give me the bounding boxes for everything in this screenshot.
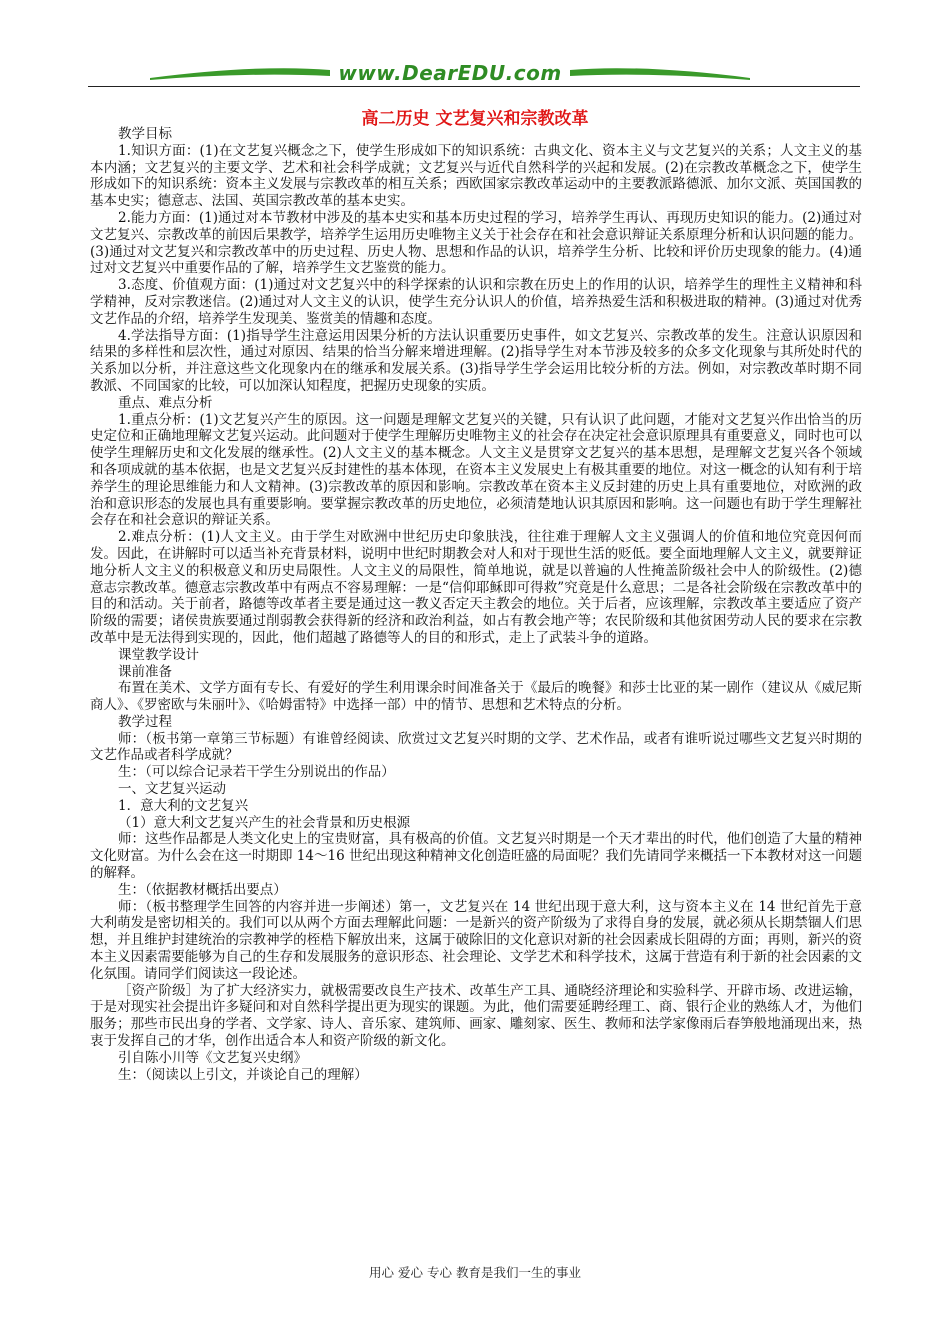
paragraph: 师：（板书整理学生回答的内容并进一步阐述）第一，文艺复兴在 14 世纪出现于意大利，这与资本主义在 14 世纪首先于意大利萌发是密切相关的。我们可以从两个方面去理解此问题：一是新兴的资产阶级为了求得自身的发展，就必须从长期禁锢人们思想，并且维护封建统治的宗教神学的桎梏下解放出来，这属于破除旧的文化意识对新的社会因素成长阻碍的方面；再则，新兴的资本主义因素需要能够为自己的生存和发展服务的意识形态、社会理论、文学艺术和科学技术，这属于营造有利于新的社会因素的文化氛围。请同学们阅读这一段论述。 [90, 898, 862, 982]
paragraph: （1）意大利文艺复兴产生的社会背景和历史根源 [118, 814, 411, 831]
left-wing-icon [150, 64, 330, 82]
page-title: 高二历史 文艺复兴和宗教改革 [361, 109, 589, 129]
page-footer: 用心 爱心 专心 教育是我们一生的事业 [369, 1265, 581, 1280]
paragraph: 师：（板书第一章第三节标题）有谁曾经阅读、欣赏过文艺复兴时期的文学、艺术作品，或者有谁听说过哪些文艺复兴时期的文艺作品或者科学成就？ [90, 730, 862, 764]
paragraph: ［资产阶级］为了扩大经济实力，就极需要改良生产技术、改革生产工具、通晓经济理论和实验科学、开辟市场、改进运输，于是对现实社会提出许多疑问和对自然科学提出更为现实的课题。为此，他们需要延聘经理工、商、银行企业的熟练人才，为他们服务；那些市民出身的学者、文学家、诗人、音乐家、建筑师、画家、雕刻家、医生、教师和法学家像雨后春笋般地涌现出来，热衷于发挥自己的才华，创作出适合本人和资产阶级的新文化。 [90, 982, 862, 1050]
paragraph: 生：（依据教材概括出要点） [118, 881, 287, 898]
paragraph: 2.难点分析：(1)人文主义。由于学生对欧洲中世纪历史印象肤浅，往往难于理解人文主义强调人的价值和地位究竟因何而发。因此，在讲解时可以适当补充背景材料，说明中世纪时期教会对人和对于现世生活的贬低。要全面地理解人文主义，就要辩证地分析人文主义的积极意义和历史局限性。人文主义的局限性，简单地说，就是以普遍的人性掩盖阶级社会中人的阶级性。(2)德意志宗教改革。德意志宗教改革中有两点不容易理解：一是“信仰耶稣即可得救”究竟是什么意思；二是各社会阶级在宗教改革中的目的和活动。关于前者，路德等改革者主要是通过这一教义否定天主教会的地位。关于后者，应该理解，宗教改革主要适应了资产阶级的需要；诸侯贵族要通过削弱教会获得新的经济和政治利益，如占有教会地产等；农民阶级和其他贫困劳动人民的要求在宗教改革中是无法得到实现的，因此，他们超越了路德等人的目的和形式，走上了武装斗争的道路。 [90, 529, 862, 646]
paragraph: 师：这些作品都是人类文化史上的宝贵财富，具有极高的价值。文艺复兴时期是一个天才辈出的时代，他们创造了大量的精神文化财富。为什么会在这一时期即 14～16 世纪出现这种精神文化创造旺盛的局面呢？我们先请同学来概括一下本教材对这一问题的解释。 [90, 831, 862, 882]
paragraph: 布置在美术、文学方面有专长、有爱好的学生利用课余时间准备关于《最后的晚餐》和莎士比亚的某一剧作（建议从《威尼斯商人》、《罗密欧与朱丽叶》、《哈姆雷特》中选择一部）中的情节、思想和艺术特点的分析。 [90, 680, 862, 714]
paragraph: 1.重点分析：(1)文艺复兴产生的原因。这一问题是理解文艺复兴的关键，只有认识了此问题，才能对文艺复兴作出恰当的历史定位和正确地理解文艺复兴运动。此问题对于使学生理解历史唯物主义的社会存在决定社会意识原理具有重要意义，同时也可以使学生理解历史和文化发展的继承性。(2)人文主义的基本概念。人文主义是贯穿文艺复兴的基本思想，是理解文艺复兴各个领域和各项成就的基本依据，也是文艺复兴反封建性的基本体现，在资本主义发展史上有极其重要的地位。对这一概念的认知有利于培养学生的理论思维能力和人文精神。(3)宗教改革的原因和影响。宗教改革在资本主义反封建的历史上具有重要地位，对欧洲的政治和意识形态的发展也具有重要影响。要掌握宗教改革的历史地位，必须清楚地认识其原因和影响。这一问题也有助于学生理解社会存在和社会意识的辩证关系。 [90, 411, 862, 529]
site-logo [150, 58, 750, 88]
paragraph: 生：（可以综合记录若干学生分别说出的作品） [118, 764, 395, 781]
paragraph: 教学目标 [118, 126, 172, 142]
paragraph: 教学过程 [118, 713, 172, 730]
paragraph: 一、文艺复兴运动 [118, 781, 226, 798]
paragraph: 1.知识方面：(1)在文艺复兴概念之下，使学生形成如下的知识系统：古典文化、资本主义与文艺复兴的关系；人文主义的基本内涵；文艺复兴的主要文学、艺术和社会科学成就；文艺复兴与近代自然科学的兴起和发展。(2)在宗教改革概念之下，使学生形成如下的知识系统：资本主义发展与宗教改革的相互关系；西欧国家宗教改革运动中的主要教派路德派、加尔文派、英国国教的基本史实；德意志、法国、英国宗教改革的基本史实。 [90, 142, 862, 210]
paragraph: 生：（阅读以上引文，并谈论自己的理解） [118, 1066, 368, 1083]
paragraph: 引自陈小川等《文艺复兴史纲》 [118, 1049, 307, 1066]
header-rule [88, 86, 860, 87]
paragraph: 课堂教学设计 [118, 646, 199, 663]
paragraph: 3.态度、价值观方面：(1)通过对文艺复兴中的科学探索的认识和宗教在历史上的作用的认识，培养学生的理性主义精神和科学精神，反对宗教迷信。(2)通过对人文主义的认识，使学生充分认识人的价值，培养热爱生活和积极进取的精神。(3)通过对优秀文艺作品的介绍，培养学生发现美、鉴赏美的情趣和态度。 [90, 277, 862, 327]
paragraph: 重点、难点分析 [118, 394, 213, 411]
paragraph: 2.能力方面：(1)通过对本节教材中涉及的基本史实和基本历史过程的学习，培养学生再认、再现历史知识的能力。(2)通过对文艺复兴、宗教改革的前因后果教学，培养学生运用历史唯物主义关于社会存在和社会意识辩证关系原理分析和认识问题的能力。(3)通过对文艺复兴和宗教改革中的历史过程、历史人物、思想和作品的认识，培养学生分析、比较和评价历史现象的能力。(4)通过对文艺复兴中重要作品的了解，培养学生文艺鉴赏的能力。 [90, 209, 862, 277]
logo-text: www.DearEDU.com [338, 61, 562, 85]
paragraph: 课前准备 [118, 663, 172, 680]
paragraph: 1．意大利的文艺复兴 [118, 797, 249, 814]
right-wing-icon [570, 64, 750, 82]
document-body [90, 126, 862, 1083]
paragraph: 4.学法指导方面：(1)指导学生注意运用因果分析的方法认识重要历史事件，如文艺复兴、宗教改革的发生。注意认识原因和结果的多样性和层次性，通过对原因、结果的恰当分解来增进理解。(2)指导学生对本节涉及较多的众多文化现象与其所处时代的关系加以分析，并注意这些文化现象内在的继承和发展关系。(3)指导学生学会运用比较分析的方法。例如，对宗教改革时期不同教派、不同国家的比较，可以加深认知程度，把握历史现象的实质。 [90, 327, 862, 394]
